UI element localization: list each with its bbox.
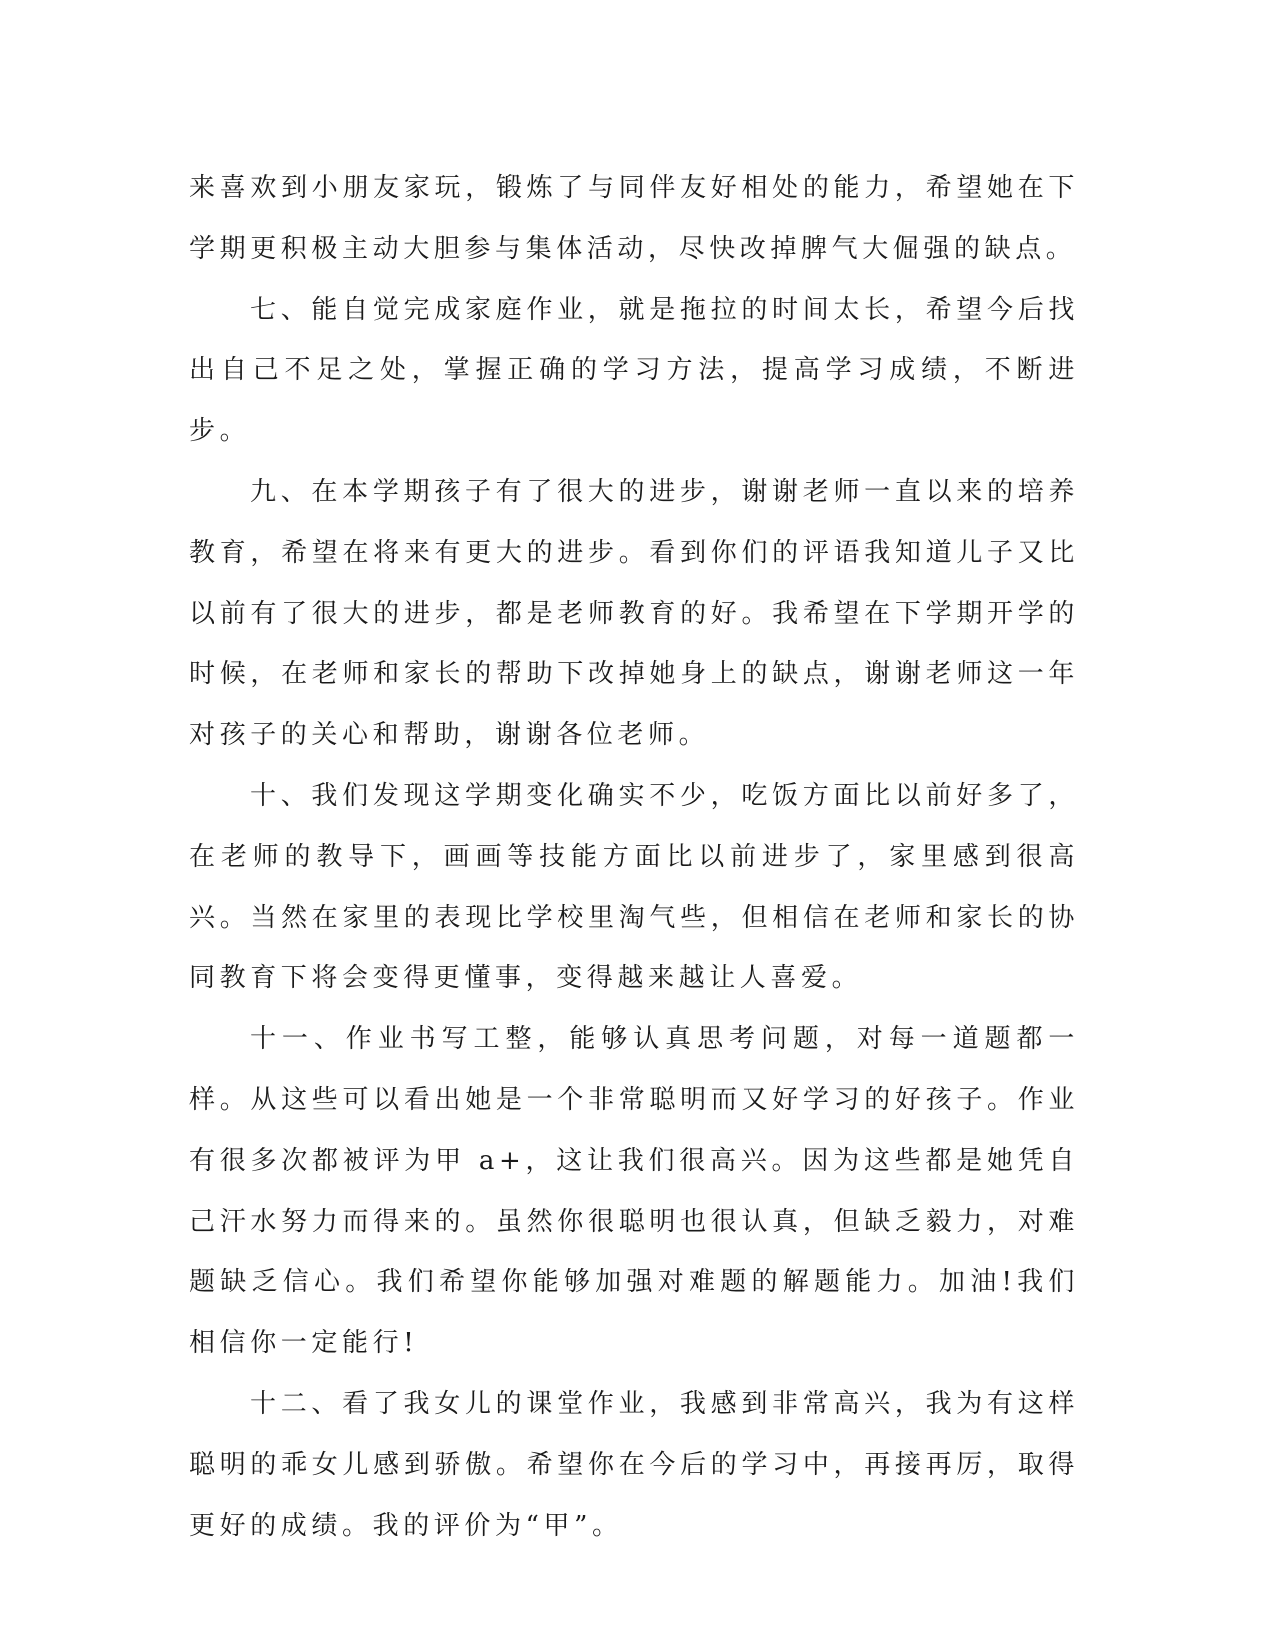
paragraph-1: 来喜欢到小朋友家玩，锻炼了与同伴友好相处的能力，希望她在下学期更积极主动大胆参与集体活动，尽快改掉脾气大倔强的缺点。 bbox=[189, 173, 1079, 264]
document-body bbox=[189, 158, 1079, 1556]
paragraph-5: 十一、作业书写工整，能够认真思考问题，对每一道题都一样。从这些可以看出她是一个非常聪明而又好学习的好孩子。作业有很多次都被评为甲 a+，这让我们很高兴。因为这些都是她凭自己汗水努力而得来的。虽然你很聪明也很认真，但缺乏毅力，对难题缺乏信心。我们希望你能够加强对难题的解题能力。加油!我们相信你一定能行! bbox=[189, 1024, 1079, 1359]
paragraph-6: 十二、看了我女儿的课堂作业，我感到非常高兴，我为有这样聪明的乖女儿感到骄傲。希望你在今后的学习中，再接再厉，取得更好的成绩。我的评价为“甲”。 bbox=[189, 1388, 1079, 1541]
paragraph-2: 七、能自觉完成家庭作业，就是拖拉的时间太长，希望今后找出自己不足之处，掌握正确的学习方法，提高学习成绩，不断进步。 bbox=[189, 294, 1079, 447]
paragraph-3: 九、在本学期孩子有了很大的进步，谢谢老师一直以来的培养教育，希望在将来有更大的进步。看到你们的评语我知道儿子又比以前有了很大的进步，都是老师教育的好。我希望在下学期开学的时候，在老师和家长的帮助下改掉她身上的缺点，谢谢老师这一年对孩子的关心和帮助，谢谢各位老师。 bbox=[189, 476, 1079, 751]
paragraph-4: 十、我们发现这学期变化确实不少，吃饭方面比以前好多了，在老师的教导下，画画等技能方面比以前进步了，家里感到很高兴。当然在家里的表现比学校里淘气些，但相信在老师和家长的协同教育下将会变得更懂事，变得越来越让人喜爱。 bbox=[189, 780, 1079, 994]
